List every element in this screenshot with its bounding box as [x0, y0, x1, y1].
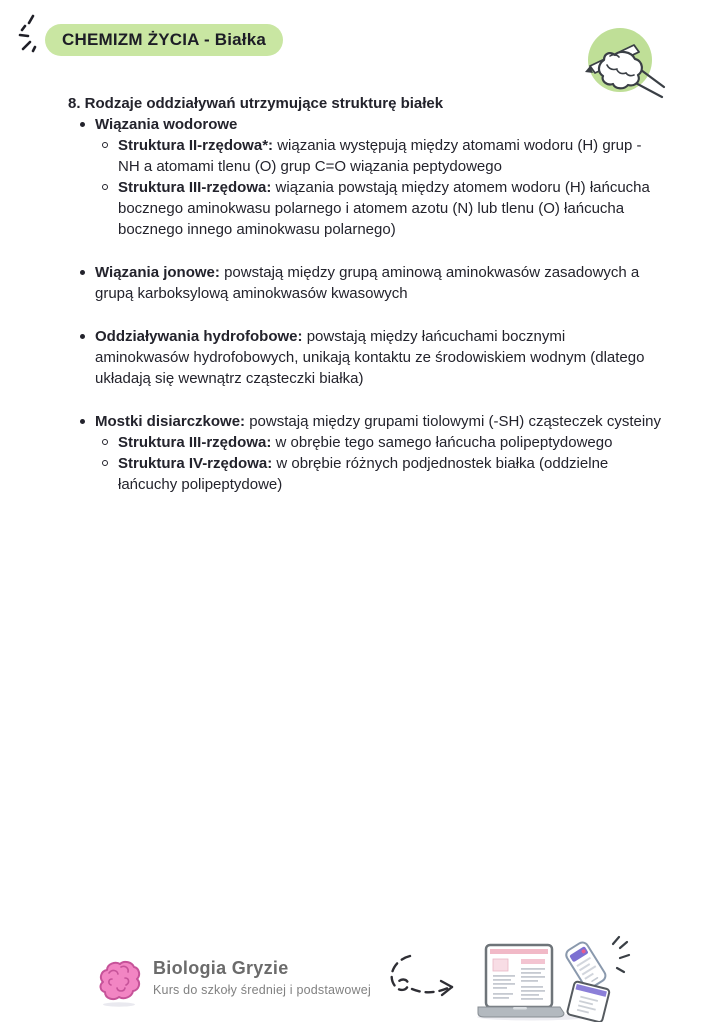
bullet-hydrogen-bonds — [68, 114, 662, 240]
sub-bullet-list — [95, 135, 662, 240]
brain-icon — [96, 958, 142, 1008]
sparkle-burst-icon — [613, 937, 629, 972]
sub-bullet-term: Struktura IV-rzędowa: — [118, 455, 273, 472]
sub-bullet-text: wiązania powstają między atomem wodoru (H) łańcucha bocznego aminokwasu polarnego i atomem azotu (N) lub tlenu (O) łańcucha bocznego innego aminokwasu polarnego) — [118, 179, 650, 238]
sub-bullet-tertiary-structure — [95, 177, 662, 240]
bullet-text: powstają między grupą aminową aminokwasów zasadowych a grupą karboksylową aminokwasów kwasowych — [95, 264, 640, 302]
devices-illustration — [474, 930, 636, 1022]
bullet-term: Mostki disiarczkowe: — [95, 413, 246, 430]
footer-brand: Biologia Gryzie — [153, 958, 289, 978]
sub-bullet-secondary-structure — [95, 135, 662, 177]
sub-bullet-list — [95, 432, 662, 495]
bullet-term: Wiązania jonowe: — [95, 264, 220, 281]
section-heading: 8. Rodzaje oddziaływań utrzymujące strukturę białek — [68, 95, 444, 112]
laptop-icon — [478, 945, 564, 1017]
footer-tagline: Kurs do szkoły średniej i podstawowej — [153, 983, 371, 997]
sub-bullet-quaternary-structure — [95, 453, 662, 495]
sub-bullet-tertiary-structure — [95, 432, 662, 453]
dashed-arrow-icon — [380, 950, 470, 1010]
sub-bullet-term: Struktura II-rzędowa*: — [118, 137, 274, 154]
bullet-hydrophobic-interactions — [68, 326, 662, 389]
sparkle-burst-icon — [17, 13, 43, 57]
sub-bullet-term: Struktura III-rzędowa: — [118, 434, 272, 451]
bullet-ionic-bonds — [68, 262, 662, 304]
bullet-term: Oddziaływania hydrofobowe: — [95, 328, 303, 345]
bullet-disulfide-bridges — [68, 411, 662, 495]
sub-bullet-text: wiązania występują między atomami wodoru (H) grup -NH a atomami tlenu (O) grup C=O wiązania peptydowego — [118, 137, 642, 175]
bullet-list — [68, 114, 662, 495]
sub-bullet-term: Struktura III-rzędowa: — [118, 179, 272, 196]
title-badge-label: CHEMIZM ŻYCIA - Białka — [62, 30, 267, 49]
title-badge — [45, 24, 283, 56]
sub-bullet-text: w obrębie tego samego łańcucha polipeptydowego — [275, 434, 613, 451]
bullet-text: powstają między grupami tiolowymi (-SH) cząsteczek cysteiny — [249, 413, 662, 430]
tablet-icon — [567, 981, 610, 1022]
sub-bullet-text: w obrębie różnych podjednostek białka (oddzielne łańcuchy polipeptydowe) — [118, 455, 609, 493]
document-body — [68, 93, 662, 495]
bullet-term: Wiązania wodorowe — [95, 116, 238, 133]
bullet-text: powstają między łańcuchami bocznymi aminokwasów hydrofobowych, unikają kontaktu ze środowiskiem wodnym (dlatego układają się wewnątrz cząsteczki białka) — [95, 328, 645, 387]
